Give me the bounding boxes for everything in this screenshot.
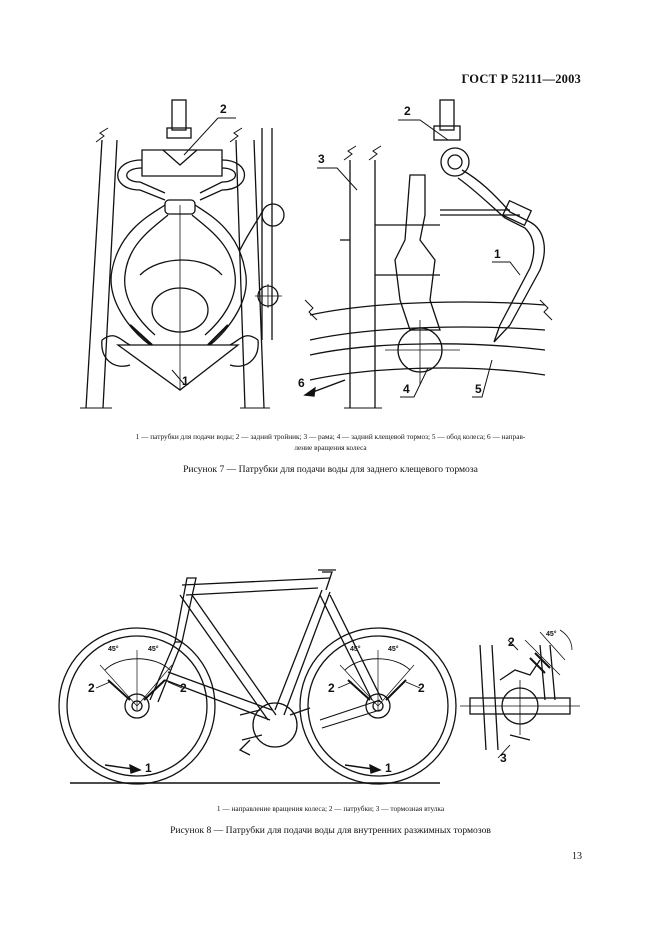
figure-8-caption: Рисунок 8 — Патрубки для подачи воды для внутренних разжимных тормозов	[170, 825, 491, 836]
fig8-label-2-rear-left: 2	[88, 681, 95, 695]
page-number: 13	[572, 851, 582, 862]
caliper-body	[395, 175, 440, 330]
figure-8-legend: 1 — направление вращения колеса; 2 — патрубки; 3 — тормозная втулка	[216, 804, 445, 813]
fig8-label-2-rear-right: 2	[180, 681, 187, 695]
figure-8-drawing	[0, 550, 661, 795]
document-header: ГОСТ Р 52111—2003	[461, 72, 581, 86]
top-tube	[182, 578, 330, 585]
fig7-label-5: 5	[475, 382, 482, 396]
fig7-label-4: 4	[403, 382, 410, 396]
seatstay-left-outer	[86, 140, 102, 408]
fig8-label-1-front: 1	[385, 761, 392, 775]
fig8-angle-rear-right: 45°	[148, 646, 159, 653]
figure-7-svg	[0, 0, 661, 420]
fig7-label-3: 3	[318, 152, 325, 166]
fig8-angle-rear-left: 45°	[108, 646, 119, 653]
figure-7-drawing	[0, 0, 661, 420]
fig7-label-2b: 2	[404, 104, 411, 118]
seat-tube-top	[175, 578, 196, 642]
figure-7-legend-line-2: ление вращения колеса	[294, 443, 367, 452]
fig8-angle-front-right: 45°	[388, 646, 399, 653]
rim-section	[118, 345, 238, 390]
fig7-label-6: 6	[298, 376, 305, 390]
fig7-label-1a: 1	[182, 374, 189, 388]
down-tube	[275, 590, 322, 710]
rim-arc-outer	[310, 302, 545, 315]
fig8-label-3: 3	[500, 751, 507, 765]
seat-tube	[180, 595, 268, 720]
figure-7-legend-line-1: 1 — патрубки для подачи воды; 2 — задний тройник; 3 — рама; 4 — задний клещевой тормоз; 5 — обод колеса; 6 — направ-	[135, 432, 526, 441]
fig7-label-1b: 1	[494, 247, 501, 261]
head-tube	[318, 570, 336, 590]
fig8-label-1-rear: 1	[145, 761, 152, 775]
figure-8-svg	[0, 550, 661, 795]
fig8-angle-front-left: 45°	[350, 646, 361, 653]
figure-7-caption: Рисунок 7 — Патрубки для подачи воды для заднего клещевого тормоза	[183, 464, 478, 475]
figure-7-legend	[45, 431, 616, 453]
fig8-label-2-detail: 2	[508, 635, 515, 649]
fig8-angle-detail: 45°	[546, 631, 557, 638]
tee-inlet	[172, 100, 186, 130]
fig7-label-2a: 2	[220, 102, 227, 116]
fig8-label-2-front-left: 2	[328, 681, 335, 695]
fig8-label-2-front-right: 2	[418, 681, 425, 695]
